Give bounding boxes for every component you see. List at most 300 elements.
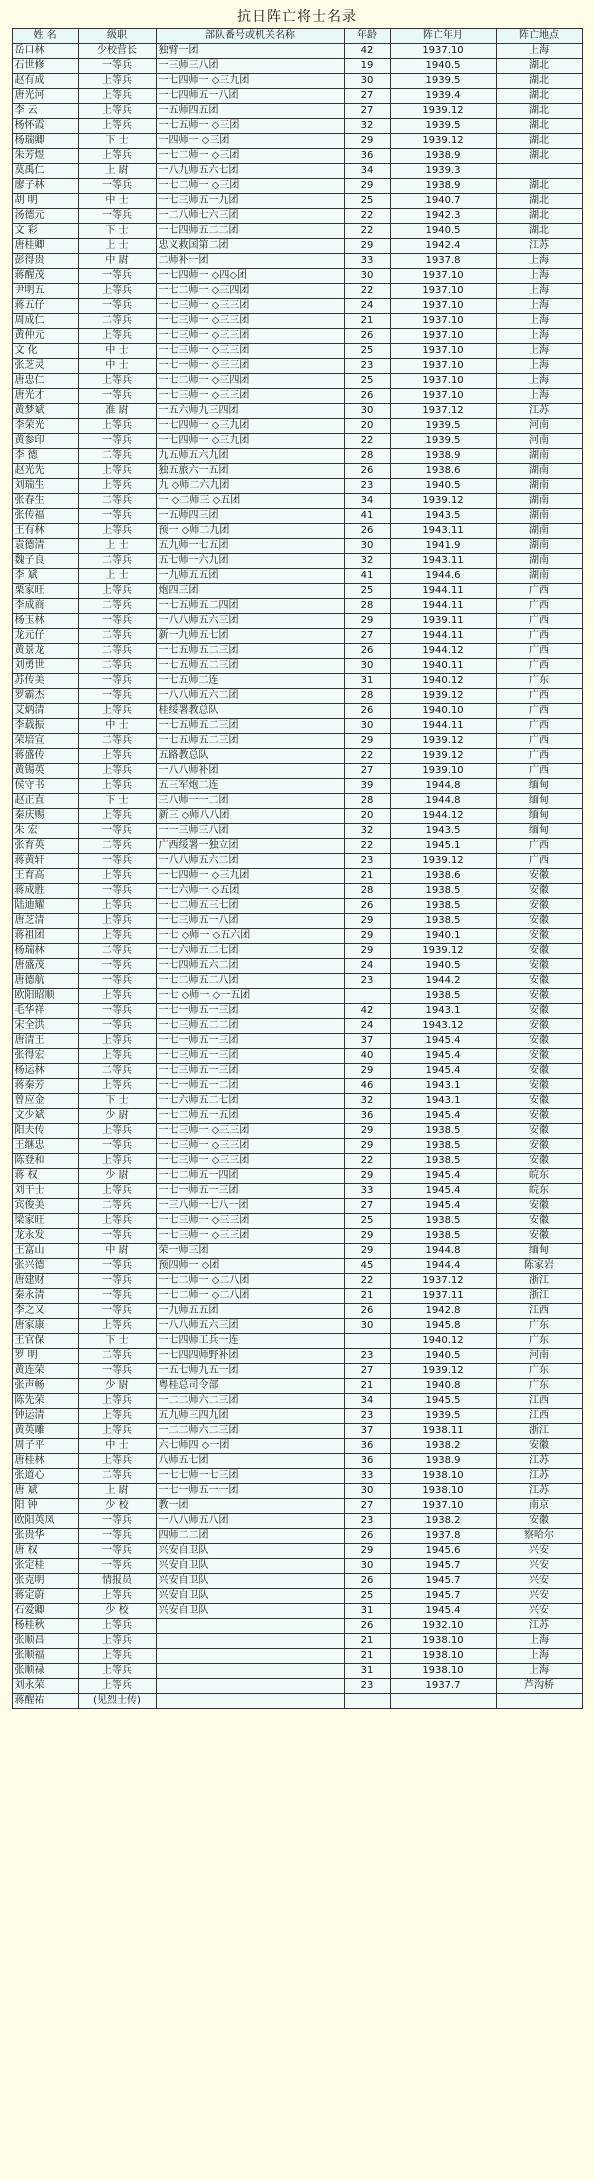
- cell-name: 黄英雕: [12, 1424, 78, 1439]
- cell-date: 1937.7: [390, 1679, 496, 1694]
- table-row: [12, 1109, 582, 1124]
- cell-age: 34: [344, 1394, 390, 1409]
- cell-date: 1937.10: [390, 329, 496, 344]
- cell-age: 28: [344, 884, 390, 899]
- cell-unit: 兴安自卫队: [156, 1604, 344, 1619]
- cell-rank: 上等兵: [78, 899, 156, 914]
- cell-place: 江西: [496, 1409, 582, 1424]
- cell-age: 29: [344, 944, 390, 959]
- cell-rank: 上等兵: [78, 704, 156, 719]
- cell-place: 湖南: [496, 494, 582, 509]
- cell-rank: 二等兵: [78, 734, 156, 749]
- cell-place: 安徽: [496, 929, 582, 944]
- cell-rank: 一等兵: [78, 689, 156, 704]
- cell-name: 蒋醒茂: [12, 269, 78, 284]
- cell-unit: 一七四师一 ◇四◇团: [156, 269, 344, 284]
- cell-unit: 一五师四五团: [156, 104, 344, 119]
- cell-name: 张顺禄: [12, 1664, 78, 1679]
- cell-name: 唐德航: [12, 974, 78, 989]
- cell-age: 29: [344, 1169, 390, 1184]
- table-row: [12, 1484, 582, 1499]
- cell-name: 文 化: [12, 344, 78, 359]
- cell-place: 安徽: [496, 869, 582, 884]
- cell-date: 1937.12: [390, 1274, 496, 1289]
- table-row: [12, 1124, 582, 1139]
- cell-age: 30: [344, 404, 390, 419]
- table-row: [12, 89, 582, 104]
- cell-unit: 一七六师一 ◇五团: [156, 884, 344, 899]
- cell-rank: 上等兵: [78, 464, 156, 479]
- table-row: [12, 929, 582, 944]
- cell-date: 1939.5: [390, 434, 496, 449]
- cell-date: 1945.4: [390, 1184, 496, 1199]
- cell-name: 文 彩: [12, 224, 78, 239]
- cell-name: 宾俊美: [12, 1199, 78, 1214]
- cell-rank: 下 士: [78, 794, 156, 809]
- cell-name: 唐盛茂: [12, 959, 78, 974]
- cell-age: 24: [344, 959, 390, 974]
- cell-age: 24: [344, 299, 390, 314]
- cell-date: 1945.4: [390, 1064, 496, 1079]
- cell-date: 1944.8: [390, 779, 496, 794]
- cell-rank: 上 尉: [78, 1484, 156, 1499]
- cell-name: 蒋秦芳: [12, 1079, 78, 1094]
- table-row: [12, 1394, 582, 1409]
- cell-name: 蒋成胜: [12, 884, 78, 899]
- cell-date: 1938.2: [390, 1514, 496, 1529]
- header-name: 姓 名: [12, 29, 78, 44]
- cell-rank: 上等兵: [78, 1079, 156, 1094]
- table-row: [12, 1379, 582, 1394]
- cell-place: 芦沟桥: [496, 1679, 582, 1694]
- cell-age: 23: [344, 479, 390, 494]
- table-row: [12, 239, 582, 254]
- cell-age: 46: [344, 1079, 390, 1094]
- cell-name: 尹明五: [12, 284, 78, 299]
- cell-unit: 一八八师五八团: [156, 1514, 344, 1529]
- table-row: [12, 659, 582, 674]
- cell-unit: 一七二师一 ◇二八团: [156, 1289, 344, 1304]
- cell-age: 25: [344, 1589, 390, 1604]
- cell-rank: 一等兵: [78, 299, 156, 314]
- header-place: 阵亡地点: [496, 29, 582, 44]
- cell-place: 江苏: [496, 1484, 582, 1499]
- cell-rank: 一等兵: [78, 1304, 156, 1319]
- cell-date: 1940.12: [390, 674, 496, 689]
- cell-unit: 一八八师补团: [156, 764, 344, 779]
- table-row: [12, 449, 582, 464]
- cell-name: 张顺昌: [12, 1634, 78, 1649]
- cell-name: 唐建财: [12, 1274, 78, 1289]
- cell-unit: 一五六师九三四团: [156, 404, 344, 419]
- cell-rank: 上等兵: [78, 929, 156, 944]
- table-row: [12, 1094, 582, 1109]
- cell-name: 张育英: [12, 839, 78, 854]
- cell-date: 1938.10: [390, 1634, 496, 1649]
- cell-name: 黄梦斌: [12, 404, 78, 419]
- cell-unit: 一七五师一 ◇三团: [156, 119, 344, 134]
- cell-place: 上海: [496, 1649, 582, 1664]
- cell-date: 1938.10: [390, 1469, 496, 1484]
- cell-date: 1938.6: [390, 464, 496, 479]
- cell-age: 29: [344, 1229, 390, 1244]
- header-age: 年龄: [344, 29, 390, 44]
- cell-date: 1945.5: [390, 1394, 496, 1409]
- table-row: [12, 59, 582, 74]
- cell-age: 27: [344, 104, 390, 119]
- cell-name: 曾应金: [12, 1094, 78, 1109]
- cell-age: 27: [344, 1199, 390, 1214]
- cell-place: 湖南: [496, 479, 582, 494]
- cell-unit: 一七四师五二二团: [156, 224, 344, 239]
- cell-place: 安徽: [496, 1094, 582, 1109]
- cell-place: 察哈尔: [496, 1529, 582, 1544]
- cell-name: 龙元仔: [12, 629, 78, 644]
- table-row: [12, 1259, 582, 1274]
- cell-age: 32: [344, 1094, 390, 1109]
- cell-unit: 五三军炮二连: [156, 779, 344, 794]
- cell-rank: 一等兵: [78, 269, 156, 284]
- cell-date: 1937.10: [390, 1499, 496, 1514]
- cell-place: 湖南: [496, 464, 582, 479]
- cell-date: 1943.12: [390, 1019, 496, 1034]
- cell-date: 1938.10: [390, 1664, 496, 1679]
- cell-date: 1945.7: [390, 1559, 496, 1574]
- cell-age: 23: [344, 1409, 390, 1424]
- cell-place: 安徽: [496, 1199, 582, 1214]
- cell-name: 毛华祥: [12, 1004, 78, 1019]
- table-row: [12, 494, 582, 509]
- cell-age: 21: [344, 1379, 390, 1394]
- cell-date: 1944.11: [390, 629, 496, 644]
- cell-rank: 一等兵: [78, 59, 156, 74]
- cell-rank: 中 士: [78, 359, 156, 374]
- cell-date: 1944.6: [390, 569, 496, 584]
- cell-place: 湖北: [496, 179, 582, 194]
- cell-place: 安徽: [496, 1124, 582, 1139]
- cell-age: 29: [344, 239, 390, 254]
- cell-rank: 一等兵: [78, 1229, 156, 1244]
- cell-place: 浙江: [496, 1274, 582, 1289]
- cell-unit: 新一九师五七团: [156, 629, 344, 644]
- cell-unit: 教一团: [156, 1499, 344, 1514]
- table-row: [12, 1634, 582, 1649]
- cell-unit: 一七六师五二七团: [156, 1094, 344, 1109]
- cell-date: 1940.1: [390, 929, 496, 944]
- cell-rank: 下 士: [78, 1094, 156, 1109]
- cell-date: 1944.11: [390, 719, 496, 734]
- cell-name: 欧阳英凤: [12, 1514, 78, 1529]
- cell-age: 27: [344, 629, 390, 644]
- cell-age: 22: [344, 1274, 390, 1289]
- cell-rank: 二等兵: [78, 599, 156, 614]
- cell-name: 刘勇世: [12, 659, 78, 674]
- cell-rank: 少校营长: [78, 44, 156, 59]
- cell-unit: 一七三师一 ◇三三团: [156, 1124, 344, 1139]
- cell-date: 1938.5: [390, 1154, 496, 1169]
- cell-age: 33: [344, 1469, 390, 1484]
- cell-place: 安徽: [496, 1229, 582, 1244]
- cell-name: 蒋黄轩: [12, 854, 78, 869]
- cell-name: 阳夫传: [12, 1124, 78, 1139]
- table-row: [12, 194, 582, 209]
- cell-rank: 上等兵: [78, 1619, 156, 1634]
- cell-unit: 五九师三四九团: [156, 1409, 344, 1424]
- cell-place: 安徽: [496, 1139, 582, 1154]
- page-title: 抗日阵亡将士名录: [237, 9, 357, 25]
- cell-rank: 上等兵: [78, 1679, 156, 1694]
- cell-age: 26: [344, 524, 390, 539]
- cell-age: 41: [344, 509, 390, 524]
- cell-unit: 一五七师九五一团: [156, 1364, 344, 1379]
- cell-age: 23: [344, 974, 390, 989]
- cell-date: 1938.5: [390, 989, 496, 1004]
- cell-date: 1937.10: [390, 374, 496, 389]
- cell-name: 周子平: [12, 1439, 78, 1454]
- cell-place: [496, 1694, 582, 1709]
- cell-date: 1945.4: [390, 1109, 496, 1124]
- cell-name: 陈先荣: [12, 1394, 78, 1409]
- cell-unit: 一七二师一 ◇二八团: [156, 1274, 344, 1289]
- cell-age: 27: [344, 1364, 390, 1379]
- cell-unit: 一九师五五团: [156, 1304, 344, 1319]
- cell-rank: 上等兵: [78, 1214, 156, 1229]
- table-row: [12, 1619, 582, 1634]
- cell-name: 石爱卿: [12, 1604, 78, 1619]
- cell-date: 1945.4: [390, 1049, 496, 1064]
- table-row: [12, 1229, 582, 1244]
- cell-name: 唐忠仁: [12, 374, 78, 389]
- cell-unit: 一三八师一七八一团: [156, 1199, 344, 1214]
- table-row: [12, 1244, 582, 1259]
- cell-unit: 五路教总队: [156, 749, 344, 764]
- cell-age: 22: [344, 434, 390, 449]
- cell-unit: 一七五师五二三团: [156, 719, 344, 734]
- cell-name: 杨运林: [12, 1064, 78, 1079]
- table-row: [12, 989, 582, 1004]
- cell-name: 朱 宏: [12, 824, 78, 839]
- cell-date: 1938.9: [390, 149, 496, 164]
- table-row: [12, 389, 582, 404]
- cell-place: 上海: [496, 1664, 582, 1679]
- table-row: [12, 554, 582, 569]
- table-row: [12, 179, 582, 194]
- cell-rank: 上等兵: [78, 1424, 156, 1439]
- cell-place: 皖东: [496, 1169, 582, 1184]
- cell-name: 赵正直: [12, 794, 78, 809]
- cell-name: 张贵华: [12, 1529, 78, 1544]
- table-row: [12, 1499, 582, 1514]
- cell-place: 湖北: [496, 74, 582, 89]
- cell-age: 42: [344, 1004, 390, 1019]
- table-row: [12, 854, 582, 869]
- cell-place: 湖北: [496, 209, 582, 224]
- cell-place: 江西: [496, 1304, 582, 1319]
- cell-name: 汤德元: [12, 209, 78, 224]
- cell-place: 浙江: [496, 1424, 582, 1439]
- cell-rank: 上等兵: [78, 1319, 156, 1334]
- table-row: [12, 224, 582, 239]
- cell-unit: 五九师一七五团: [156, 539, 344, 554]
- cell-name: 张道心: [12, 1469, 78, 1484]
- cell-unit: 兴安自卫队: [156, 1589, 344, 1604]
- cell-rank: 上 士: [78, 239, 156, 254]
- cell-date: 1945.6: [390, 1544, 496, 1559]
- cell-place: 上海: [496, 374, 582, 389]
- cell-rank: 上等兵: [78, 74, 156, 89]
- cell-name: 杨玉林: [12, 614, 78, 629]
- cell-rank: 少 尉: [78, 1109, 156, 1124]
- cell-date: 1943.1: [390, 1004, 496, 1019]
- cell-place: 广西: [496, 599, 582, 614]
- cell-rank: 二等兵: [78, 1199, 156, 1214]
- cell-place: 安徽: [496, 1049, 582, 1064]
- cell-age: 29: [344, 1544, 390, 1559]
- cell-age: 29: [344, 914, 390, 929]
- cell-place: 上海: [496, 359, 582, 374]
- cell-age: 22: [344, 209, 390, 224]
- cell-place: 上海: [496, 344, 582, 359]
- cell-rank: 一等兵: [78, 509, 156, 524]
- cell-age: 22: [344, 224, 390, 239]
- cell-unit: 一七一师一 ◇三三团: [156, 359, 344, 374]
- cell-rank: 上等兵: [78, 1124, 156, 1139]
- table-row: [12, 1559, 582, 1574]
- cell-age: 30: [344, 1559, 390, 1574]
- cell-name: 艾炳清: [12, 704, 78, 719]
- cell-name: 黄参印: [12, 434, 78, 449]
- table-row: [12, 839, 582, 854]
- cell-age: 26: [344, 1619, 390, 1634]
- cell-date: 1939.3: [390, 164, 496, 179]
- table-row: [12, 1574, 582, 1589]
- table-row: [12, 1604, 582, 1619]
- cell-age: 26: [344, 704, 390, 719]
- cell-rank: 二等兵: [78, 449, 156, 464]
- cell-name: 文少斌: [12, 1109, 78, 1124]
- cell-unit: 八师五七团: [156, 1454, 344, 1469]
- table-row: [12, 584, 582, 599]
- table-row: [12, 1169, 582, 1184]
- table-row: [12, 44, 582, 59]
- table-row: [12, 944, 582, 959]
- cell-name: 唐 权: [12, 1544, 78, 1559]
- cell-rank: 上等兵: [78, 989, 156, 1004]
- cell-place: 安徽: [496, 974, 582, 989]
- cell-date: 1939.12: [390, 944, 496, 959]
- cell-rank: 中 尉: [78, 1244, 156, 1259]
- cell-rank: 一等兵: [78, 179, 156, 194]
- cell-place: 广西: [496, 614, 582, 629]
- cell-age: 32: [344, 119, 390, 134]
- cell-rank: 上等兵: [78, 419, 156, 434]
- cell-name: 张克明: [12, 1574, 78, 1589]
- cell-date: 1940.5: [390, 479, 496, 494]
- cell-unit: 一八八师五六二团: [156, 854, 344, 869]
- cell-rank: 上等兵: [78, 89, 156, 104]
- cell-rank: 上等兵: [78, 869, 156, 884]
- cell-age: 29: [344, 614, 390, 629]
- cell-date: 1940.5: [390, 224, 496, 239]
- cell-date: 1939.12: [390, 854, 496, 869]
- cell-rank: 上等兵: [78, 1664, 156, 1679]
- cell-rank: 中 士: [78, 194, 156, 209]
- cell-name: 龙永发: [12, 1229, 78, 1244]
- cell-place: 安徽: [496, 1004, 582, 1019]
- cell-unit: [156, 1664, 344, 1679]
- table-row: [12, 1034, 582, 1049]
- table-row: [12, 269, 582, 284]
- table-row: [12, 824, 582, 839]
- cell-name: 王富山: [12, 1244, 78, 1259]
- header-row: [12, 29, 582, 44]
- cell-place: 兴安: [496, 1604, 582, 1619]
- cell-unit: 六七师四 ◇一团: [156, 1439, 344, 1454]
- cell-age: 28: [344, 449, 390, 464]
- cell-unit: 一七三师一 ◇三三团: [156, 314, 344, 329]
- cell-place: 江苏: [496, 1469, 582, 1484]
- cell-name: 莫禹仁: [12, 164, 78, 179]
- cell-date: [390, 1694, 496, 1709]
- cell-unit: 一七三师一 ◇三三团: [156, 389, 344, 404]
- cell-date: 1940.8: [390, 1379, 496, 1394]
- cell-rank: 上等兵: [78, 524, 156, 539]
- cell-rank: 一等兵: [78, 209, 156, 224]
- table-row: [12, 539, 582, 554]
- cell-age: 22: [344, 284, 390, 299]
- cell-age: 29: [344, 929, 390, 944]
- cell-date: 1939.5: [390, 119, 496, 134]
- cell-place: 湖北: [496, 59, 582, 74]
- cell-rank: 二等兵: [78, 1064, 156, 1079]
- cell-unit: 一七三师一 ◇三三团: [156, 299, 344, 314]
- cell-date: 1937.10: [390, 314, 496, 329]
- cell-date: 1943.5: [390, 509, 496, 524]
- table-row: [12, 749, 582, 764]
- cell-rank: 中 士: [78, 719, 156, 734]
- cell-age: 26: [344, 389, 390, 404]
- cell-rank: 上等兵: [78, 1034, 156, 1049]
- cell-name: 王有林: [12, 524, 78, 539]
- cell-place: 安徽: [496, 899, 582, 914]
- cell-name: 张顺福: [12, 1649, 78, 1664]
- cell-date: 1944.4: [390, 1259, 496, 1274]
- cell-name: 张芝灵: [12, 359, 78, 374]
- cell-rank: 上等兵: [78, 329, 156, 344]
- cell-name: 阳 钟: [12, 1499, 78, 1514]
- cell-date: 1937.10: [390, 44, 496, 59]
- cell-place: 上海: [496, 254, 582, 269]
- cell-rank: 二等兵: [78, 314, 156, 329]
- cell-place: 湖北: [496, 104, 582, 119]
- cell-age: 21: [344, 314, 390, 329]
- cell-age: [344, 1334, 390, 1349]
- cell-date: 1944.8: [390, 794, 496, 809]
- table-row: [12, 479, 582, 494]
- table-row: [12, 674, 582, 689]
- cell-name: 唐桂林: [12, 1454, 78, 1469]
- cell-place: 安徽: [496, 1064, 582, 1079]
- cell-date: 1940.10: [390, 704, 496, 719]
- cell-age: 26: [344, 644, 390, 659]
- cell-age: 42: [344, 44, 390, 59]
- cell-age: [344, 989, 390, 1004]
- cell-name: 刘干士: [12, 1184, 78, 1199]
- table-row: [12, 689, 582, 704]
- cell-age: 27: [344, 1499, 390, 1514]
- cell-place: 河南: [496, 434, 582, 449]
- cell-rank: 一等兵: [78, 884, 156, 899]
